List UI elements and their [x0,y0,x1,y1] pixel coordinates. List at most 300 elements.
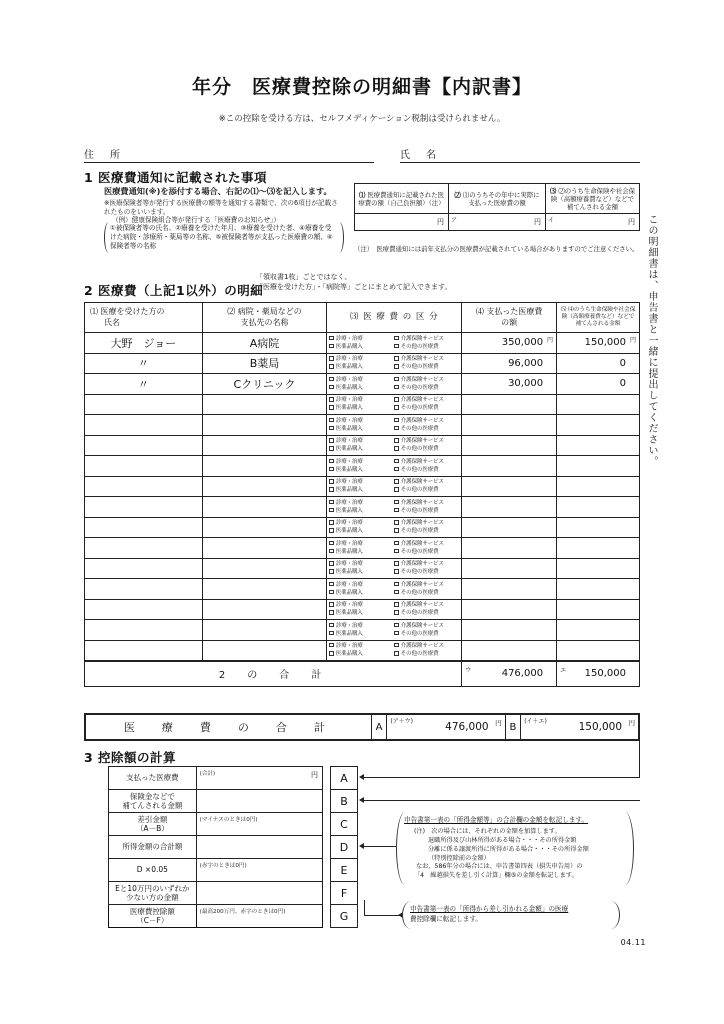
section2-total-paid-value: 476,000 [501,668,544,680]
table-row [85,538,640,559]
row-covered-amount[interactable] [557,394,640,415]
row-name[interactable] [85,517,203,538]
callout-income-line5: なお、586年分の場合には、申告書第四表（損失申告用）の [416,863,583,871]
section2-header-paid-num: ⑷ [475,307,484,317]
callout-income-line6: 「4 繰越損失を差し引く計算」欄⑤の金額を転記します。 [414,872,578,880]
row-category[interactable] [327,538,462,559]
row-paid-amount[interactable] [462,620,557,641]
checkbox-nursing-insurance[interactable]: 介護保険サービス [394,601,459,609]
checkbox-medicine-purchase[interactable]: 医薬品購入 [329,486,394,494]
section2-total-paid [462,661,557,687]
section1-desc-small: ※医療保険者等が発行する医療費の額等を通知する書類で、次の6項目が記載されたものをいいます。 [104,199,338,216]
section1-header-row [355,184,640,214]
row-payee[interactable] [202,599,327,620]
row-name[interactable]: 大野 ジョー [85,333,203,354]
section1-header-1-text: 医療費通知に記載された医療費の額（自己負担額）（注） [358,190,445,207]
section1-desc-example: （例）健康保険組合等が発行する「医療費のお知らせ」） [112,216,280,225]
section1-table [354,183,640,231]
row-paid-amount[interactable] [462,435,557,456]
section2-header-name-l1: 医療を受けた方の [100,307,165,317]
calc-row [109,882,323,905]
section2-table [84,302,640,687]
arrow-a [359,774,364,780]
section2-total-label: 2 の 合 計 [85,661,462,687]
row-covered-amount[interactable]: 150,000 円 [557,333,640,354]
row-name[interactable] [85,456,203,477]
calc-row-hint: (赤字のときは0円) [199,863,247,869]
row-category[interactable] [327,353,462,374]
calc-row-label: 差引金額 （A－B） [109,813,197,836]
checkbox-medicine-purchase[interactable]: 医薬品購入 [329,650,394,658]
row-paid-amount[interactable] [462,394,557,415]
callout-income-amount [396,812,634,885]
arrow-d [359,843,364,849]
calc-row-value[interactable] [196,813,322,836]
connector-b [364,800,640,801]
row-payee[interactable] [202,517,327,538]
section2-rows [85,333,640,661]
section2-heading: 2 医療費（上記1以外）の明細 [84,283,264,298]
checkbox-other-medical[interactable]: その他の医療費 [394,425,459,433]
section1-header-1-num: ⑴ [358,190,366,199]
calc-row [109,905,323,928]
row-paid-amount[interactable]: 350,000 円 [462,333,557,354]
title-block [0,72,724,99]
checkbox-other-medical[interactable]: その他の医療費 [394,404,459,412]
checkbox-other-medical[interactable]: その他の医療費 [394,548,459,556]
row-payee[interactable] [202,558,327,579]
row-covered-amount[interactable] [557,476,640,497]
checkbox-other-medical[interactable]: その他の医療費 [394,445,459,453]
connector-a [364,777,640,778]
checkbox-nursing-insurance[interactable]: 介護保険サービス [394,417,459,425]
name-label: 氏 名 [400,150,439,161]
checkbox-medicine-purchase[interactable]: 医薬品購入 [329,527,394,535]
section2-total-covered-value: 150,000 [584,668,626,680]
row-payee[interactable] [202,435,327,456]
row-paid-amount[interactable] [462,456,557,477]
row-payee[interactable] [202,538,327,559]
section1-header-1 [355,184,449,214]
grand-total-b-value-cell[interactable] [521,714,639,740]
callout-income-line2: 退職所得及び山林所得がある場合・・・その所得金額 [428,836,577,844]
table-row [85,497,640,518]
calc-row-value[interactable] [196,859,322,882]
section1-note: （注） 医療費通知には前年支払分の医療費が記載されている場合がありますのでご注意ください。 [354,245,639,253]
section2-header-covered-num: ⑸ [560,307,567,314]
letter-row [331,767,358,790]
address-field[interactable] [84,143,374,163]
row-covered-amount[interactable] [557,558,640,579]
grand-total-a-value-cell[interactable] [387,714,505,740]
section1-unit-1: 円 [437,217,445,226]
address-label: 住 所 [84,150,123,161]
row-paid-amount[interactable] [462,640,557,661]
calc-row [109,790,323,813]
calc-row-value[interactable] [196,790,322,813]
grand-total-b-letter: B [505,714,521,740]
section3-heading: 3 控除額の計算 [84,750,177,765]
checkbox-other-medical[interactable]: その他の医療費 [394,466,459,474]
checkbox-treatment[interactable]: 診療・治療 [329,601,394,609]
row-category[interactable] [327,435,462,456]
checkbox-treatment[interactable]: 診療・治療 [329,642,394,650]
section2-total-paid-mark: ウ [465,666,472,674]
row-payee[interactable] [202,640,327,661]
section1-desc-lead: 医療費通知(※)を添付する場合、右記の⑴～⑶を記入します。 [104,186,332,196]
calc-row-label: 医療費控除額 （C－F） [109,905,197,928]
checkbox-nursing-insurance[interactable]: 介護保険サービス [394,499,459,507]
checkbox-treatment[interactable]: 診療・治療 [329,478,394,486]
grand-total-a-letter: A [371,714,387,740]
row-paid-amount[interactable]: 96,000 [462,353,557,374]
callout-income-line3: 分離に係る譲渡所得に所得がある場合・・・その所得金額 [428,845,589,853]
table-row [85,435,640,456]
calc-row-label: D ×0.05 [109,859,197,882]
section2-total-covered-mark: エ [560,666,567,674]
section1-unit-3: 円 [628,217,635,226]
section1-header-2 [449,184,546,214]
section1-header-3-num: ⑶ [549,186,557,195]
section1-header-3 [545,184,639,214]
section2-header-payee-l2: 支払先の名称 [240,317,289,327]
page-title: 年分 医療費控除の明細書【内訳書】 [191,76,532,98]
checkbox-treatment[interactable]: 診療・治療 [329,499,394,507]
checkbox-medicine-purchase[interactable]: 医薬品購入 [329,384,394,392]
checkbox-nursing-insurance[interactable]: 介護保険サービス [394,581,459,589]
row-name[interactable] [85,599,203,620]
row-category[interactable] [327,333,462,354]
table-row [85,333,640,354]
checkbox-treatment[interactable]: 診療・治療 [329,396,394,404]
checkbox-other-medical[interactable]: その他の医療費 [394,486,459,494]
row-payee[interactable] [202,456,327,477]
row-paid-amount[interactable] [462,599,557,620]
calc-row-value[interactable] [196,836,322,859]
checkbox-medicine-purchase[interactable]: 医薬品購入 [329,609,394,617]
row-name[interactable]: 〃 [85,353,203,374]
checkbox-treatment[interactable]: 診療・治療 [329,376,394,384]
checkbox-nursing-insurance[interactable]: 介護保険サービス [394,396,459,404]
checkbox-medicine-purchase[interactable]: 医薬品購入 [329,445,394,453]
connector-g [364,915,402,916]
form-version-number: 04.11 [620,938,646,947]
calc-row-value[interactable] [196,767,322,790]
letter-row [331,905,358,928]
row-covered-amount[interactable]: 0 [557,374,640,395]
calc-row [109,859,323,882]
row-paid-amount[interactable] [462,415,557,436]
row-payee[interactable]: B薬局 [202,353,327,374]
row-covered-amount[interactable] [557,456,640,477]
checkbox-nursing-insurance[interactable]: 介護保険サービス [394,478,459,486]
table-row [85,620,640,641]
checkbox-nursing-insurance[interactable]: 介護保険サービス [394,540,459,548]
calc-letter: G [331,905,358,928]
row-category[interactable] [327,620,462,641]
checkbox-nursing-insurance[interactable]: 介護保険サービス [394,519,459,527]
checkbox-nursing-insurance[interactable]: 介護保険サービス [394,622,459,630]
callout-income-line1: (注) 次の場合には、それぞれの金額を加算します。 [414,827,561,835]
section2-header-category-num: ⑶ [349,311,360,322]
checkbox-other-medical[interactable]: その他の医療費 [394,609,459,617]
grand-total-a-value: 476,000 [445,721,489,733]
connector-g-vert [364,900,365,916]
checkbox-nursing-insurance[interactable]: 介護保険サービス [394,355,459,363]
checkbox-medicine-purchase[interactable]: 医薬品購入 [329,466,394,474]
grand-total-b-unit: 円 [628,719,635,727]
grand-total-table [84,713,640,741]
checkbox-medicine-purchase[interactable]: 医薬品購入 [329,363,394,371]
row-covered-amount[interactable] [557,640,640,661]
row-name[interactable]: 〃 [85,374,203,395]
letter-row [331,813,358,836]
row-covered-amount[interactable] [557,497,640,518]
grand-total-b-value: 150,000 [578,721,622,733]
checkbox-nursing-insurance[interactable]: 介護保険サービス [394,458,459,466]
section1-heading: 1 医療費通知に記載された事項 [84,170,268,185]
section1-bracket-items: ①被保険者等の氏名、②療養を受けた年月、③療養を受けた者、④療養を受けた病院・診療所・薬局等の名称、⑤被保険者等が支払った医療費の額、⑥保険者等の名称 [104,222,344,253]
calc-letter: B [331,790,358,813]
row-payee[interactable]: Cクリニック [202,374,327,395]
section2-note [256,272,451,292]
checkbox-treatment[interactable]: 診療・治療 [329,622,394,630]
table-row [85,579,640,600]
row-payee[interactable] [202,579,327,600]
section2-header-payee-num: ⑵ [227,307,236,317]
table-row [85,374,640,395]
calc-row-unit: 円 [311,771,318,779]
letter-row [331,882,358,905]
checkbox-nursing-insurance[interactable]: 介護保険サービス [394,335,459,343]
row-payee[interactable] [202,476,327,497]
checkbox-treatment[interactable]: 診療・治療 [329,560,394,568]
calc-row-value[interactable] [196,882,322,905]
row-paid-amount[interactable] [462,538,557,559]
table-row [85,415,640,436]
calc-letter: A [331,767,358,790]
section2-header-payee-l1: 病院・薬局などの [237,307,302,317]
letter-row [331,836,358,859]
row-category[interactable] [327,476,462,497]
checkbox-other-medical[interactable]: その他の医療費 [394,589,459,597]
section3-calc-table [108,766,323,928]
calc-letter: D [331,836,358,859]
section2-header-covered-text: ⑷のうち生命保険や社会保険（高額療養費など）などで補てんされる金額 [561,307,636,327]
row-payee[interactable] [202,620,327,641]
row-covered-amount[interactable] [557,415,640,436]
checkbox-medicine-purchase[interactable]: 医薬品購入 [329,404,394,412]
checkbox-medicine-purchase[interactable]: 医薬品購入 [329,343,394,351]
section2-header [85,303,640,333]
identity-row [84,143,640,163]
checkbox-other-medical[interactable]: その他の医療費 [394,568,459,576]
row-covered-amount[interactable]: 0 [557,353,640,374]
section2-note-line1: 「領収書1枚」ごとではなく、 [256,273,352,281]
checkbox-treatment[interactable]: 診療・治療 [329,437,394,445]
row-payee[interactable]: A病院 [202,333,327,354]
grand-total-b-formula: (イ＋エ) [524,718,547,725]
side-instruction-text: この明細書は、申告書と一緒に提出してください。 [646,214,657,467]
row-name[interactable] [85,415,203,436]
calc-row [109,767,323,790]
calc-row [109,813,323,836]
checkbox-nursing-insurance[interactable]: 介護保険サービス [394,437,459,445]
row-name[interactable] [85,640,203,661]
table-row [85,558,640,579]
table-row [85,640,640,661]
section1-value-row [355,214,640,231]
row-payee[interactable] [202,415,327,436]
section2-header-name-l2: 氏名 [104,317,120,327]
checkbox-nursing-insurance[interactable]: 介護保険サービス [394,376,459,384]
connector-d [364,846,396,847]
callout-income-line4: （特別控除前の金額） [428,854,490,862]
calc-row-label: Eと10万円のいずれか 少ない方の金額 [109,882,197,905]
section2-note-line2: 「医療を受けた方」・「病院等」ごとにまとめて記入できます。 [256,283,452,292]
row-name[interactable] [85,538,203,559]
row-name[interactable] [85,497,203,518]
letter-row [331,859,358,882]
letter-row [331,790,358,813]
checkbox-other-medical[interactable]: その他の医療費 [394,343,459,351]
title-subnote: ※この控除を受ける方は、セルフメディケーション税制は受けられません。 [218,114,506,124]
table-row [85,394,640,415]
row-name[interactable] [85,435,203,456]
checkbox-nursing-insurance[interactable]: 介護保険サービス [394,560,459,568]
section2-header-covered [557,303,640,333]
checkbox-nursing-insurance[interactable]: 介護保険サービス [394,642,459,650]
table-row [85,599,640,620]
callout-deduction-line1: 申告書第一表の「所得から差し引かれる金額」の医療 [410,905,569,913]
callout-deduction-line2: 費控除欄に転記します。 [410,914,483,923]
checkbox-medicine-purchase[interactable]: 医薬品購入 [329,589,394,597]
row-name[interactable] [85,394,203,415]
calc-row-value[interactable] [196,905,322,928]
checkbox-medicine-purchase[interactable]: 医薬品購入 [329,630,394,638]
row-name[interactable] [85,579,203,600]
section2-header-name [85,303,203,333]
calc-row-hint: (マイナスのときは0円) [199,817,258,823]
calc-row-hint: (最高200万円、赤字のときは0円) [199,909,286,915]
section1-header-2-num: ⑵ [454,190,461,199]
section1-header-2-text: ⑴のうちその年中に実際に支払った医療費の額 [462,190,540,207]
section1-value-1[interactable] [355,214,449,231]
section1-value-3[interactable] [545,214,639,231]
section2-header-paid-l2: の額 [501,317,518,327]
row-paid-amount[interactable] [462,497,557,518]
table-row [85,456,640,477]
checkbox-treatment[interactable]: 診療・治療 [329,458,394,466]
row-covered-amount[interactable] [557,579,640,600]
section1-value-2[interactable] [449,214,546,231]
checkbox-other-medical[interactable]: その他の医療費 [394,507,459,515]
checkbox-treatment[interactable]: 診療・治療 [329,540,394,548]
row-category[interactable] [327,640,462,661]
section2-header-category-text: 医 療 費 の 区 分 [363,311,439,322]
row-category[interactable] [327,558,462,579]
callout-deduction-transfer [402,901,620,929]
row-paid-amount[interactable] [462,517,557,538]
row-category[interactable] [327,456,462,477]
table-row [85,353,640,374]
section2-header-name-num: ⑴ [90,307,98,317]
row-covered-amount[interactable] [557,435,640,456]
checkbox-medicine-purchase[interactable]: 医薬品購入 [329,507,394,515]
section2-total-covered [557,661,640,687]
row-paid-amount[interactable]: 30,000 [462,374,557,395]
section2-header-category [327,303,462,333]
row-covered-amount[interactable] [557,599,640,620]
grand-total-a-formula: (ア＋ウ) [390,718,414,725]
row-category[interactable] [327,579,462,600]
row-name[interactable] [85,476,203,497]
row-paid-amount[interactable] [462,579,557,600]
grand-total-a-unit: 円 [495,719,502,727]
section2-header-paid [462,303,557,333]
row-name[interactable] [85,558,203,579]
checkbox-other-medical[interactable]: その他の医療費 [394,384,459,392]
calc-letter: E [331,859,358,882]
checkbox-treatment[interactable]: 診療・治療 [329,519,394,527]
calc-row-label: 保険金などで 補てんされる金額 [109,790,197,813]
checkbox-treatment[interactable]: 診療・治療 [329,335,394,343]
section1-mark-2: ア [451,217,458,224]
row-category[interactable] [327,415,462,436]
section1-description [104,186,344,225]
row-name[interactable] [85,620,203,641]
row-payee[interactable] [202,497,327,518]
checkbox-other-medical[interactable]: その他の医療費 [394,363,459,371]
calc-letter: C [331,813,358,836]
row-covered-amount[interactable] [557,620,640,641]
section1-unit-2: 円 [533,217,541,226]
grand-total-label: 医 療 費 の 合 計 [85,714,371,740]
checkbox-medicine-purchase[interactable]: 医薬品購入 [329,568,394,576]
row-category[interactable] [327,394,462,415]
table-row [85,476,640,497]
connector-a-vert [639,713,640,778]
row-category[interactable] [327,374,462,395]
calc-row-label: 支払った医療費 [109,767,197,790]
row-covered-amount[interactable] [557,538,640,559]
calc-row-label: 所得金額の合計額 [109,836,197,859]
row-paid-amount[interactable] [462,476,557,497]
row-payee[interactable] [202,394,327,415]
row-category[interactable] [327,517,462,538]
calc-letter: F [331,882,358,905]
row-category[interactable] [327,599,462,620]
checkbox-medicine-purchase[interactable]: 医薬品購入 [329,548,394,556]
checkbox-other-medical[interactable]: その他の医療費 [394,630,459,638]
section1-mark-3: イ [547,217,554,224]
checkbox-treatment[interactable]: 診療・治療 [329,417,394,425]
callout-income-title: 申告書第一表の「所得金額等」の合計欄の金額を転記します。 [404,816,589,824]
checkbox-treatment[interactable]: 診療・治療 [329,581,394,589]
row-covered-amount[interactable] [557,517,640,538]
section2-total [85,661,640,687]
checkbox-other-medical[interactable]: その他の医療費 [394,650,459,658]
calc-row-hint: (合計) [199,771,216,777]
checkbox-other-medical[interactable]: その他の医療費 [394,527,459,535]
checkbox-medicine-purchase[interactable]: 医薬品購入 [329,425,394,433]
section1-header-3-text: ⑵のうち生命保険や社会保険（高額療養費など）などで補てんされる金額 [550,186,636,211]
row-paid-amount[interactable] [462,558,557,579]
checkbox-treatment[interactable]: 診療・治療 [329,355,394,363]
section2-header-paid-l1: 支払った医療費 [486,307,543,317]
section3-letter-column [330,766,358,928]
row-category[interactable] [327,497,462,518]
